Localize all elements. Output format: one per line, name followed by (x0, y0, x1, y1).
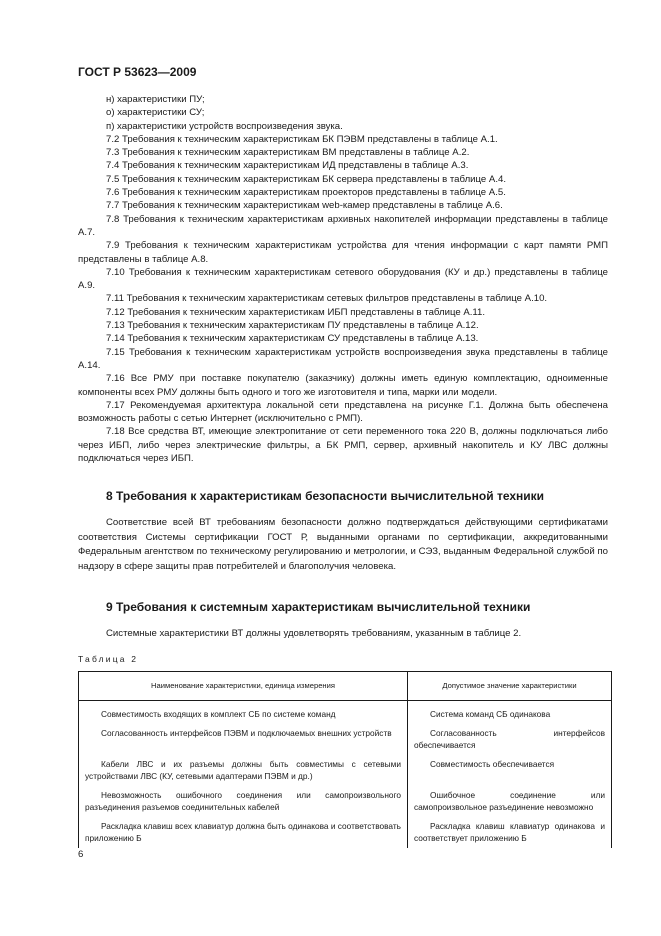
table-row (79, 701, 612, 725)
requirement-paragraph: 7.17 Рекомендуемая архитектура локальной сети представлена на рисунке Г.1. Должна быть обеспечена возможность работы с сетью Интернет (исключительно с РМП). (78, 399, 608, 425)
table-cell: Система команд СБ одинакова (430, 709, 551, 719)
table-cell: Кабели ЛВС и их разъемы должны быть совместимы с сетевыми устройствами ЛВС (КУ, сетевыми адаптерами ПЭВМ и др.) (85, 759, 401, 781)
requirement-paragraph: 7.8 Требования к техническим характеристикам архивных накопителей информации представлены в таблице А.7. (78, 213, 608, 238)
requirement-paragraph: 7.6 Требования к техническим характеристикам проекторов представлены в таблице А.5. (106, 187, 506, 199)
list-item: н) характеристики ПУ; (106, 94, 205, 105)
requirement-paragraph: 7.18 Все средства ВТ, имеющие электропитание от сети переменного тока 220 В, должны подключаться либо через ИБП, либо через электрические фильтры, а БК РМП, сервер, архивный накопитель и КУ ЛВС должны подключаться через ИБП. (78, 426, 608, 465)
requirement-paragraph: 7.10 Требования к техническим характеристикам сетевого оборудования (КУ и др.) представлены в таблице А.9. (78, 266, 608, 292)
table-row (79, 755, 612, 786)
standard-header: ГОСТ Р 53623—2009 (78, 65, 197, 79)
section-8-text: Соответствие всей ВТ требованиям безопасности должно подтверждаться действующими сертификатами соответствия Системы сертификации ГОСТ Р, выданными органами по сертификации, аккредитованными Федеральным агентством по техническому регулированию и метрологии, и СЭЗ, выданным Федеральной службой по надзору в сфере защиты прав потребителей и благополучия человека. (78, 517, 608, 572)
table-header-row (79, 672, 612, 701)
requirement-paragraph: 7.7 Требования к техническим характеристикам web-камер представлены в таблице А.6. (106, 200, 503, 212)
requirement-paragraph: 7.5 Требования к техническим характеристикам БК сервера представлены в таблице А.4. (106, 173, 506, 185)
requirement-paragraph: 7.3 Требования к техническим характеристикам ВМ представлены в таблице А.2. (106, 147, 470, 159)
table-row (79, 724, 612, 755)
list-item: о) характеристики СУ; (106, 107, 205, 119)
column-header-name: Наименование характеристики, единица измерения (79, 672, 408, 701)
table-cell: Раскладка клавиш всех клавиатур должна быть одинакова и соответствовать приложению Б (85, 821, 401, 843)
table-caption: Таблица 2 (78, 654, 139, 664)
requirement-paragraph: 7.16 Все РМУ при поставке покупателю (заказчику) должны иметь единую комплектацию, одноименные компоненты всех РМУ должны быть одного и того же изготовителя и типа, марки или модели. (78, 373, 608, 398)
section-8-heading: 8 Требования к характеристикам безопасности вычислительной техники (106, 489, 545, 503)
table-cell: Совместимость обеспечивается (430, 759, 555, 769)
column-header-value: Допустимое значение характеристики (408, 672, 612, 701)
requirement-paragraph: 7.4 Требования к техническим характеристикам ИД представлены в таблице А.3. (106, 160, 469, 172)
table-cell: Согласованность интерфейсов ПЭВМ и подключаемых внешних устройств (101, 728, 392, 738)
requirement-paragraph: 7.13 Требования к техническим характеристикам ПУ представлены в таблице А.12. (106, 320, 479, 332)
table-cell: Ошибочное соединение или самопроизвольное разъединение невозможно (414, 790, 605, 812)
requirement-paragraph: 7.15 Требования к техническим характеристикам устройств воспроизведения звука представлены в таблице А.14. (78, 346, 608, 371)
table-cell: Совместимость входящих в комплект СБ по системе команд (101, 709, 336, 719)
requirement-paragraph: 7.11 Требования к техническим характеристикам сетевых фильтров представлены в таблице А.10. (106, 293, 548, 305)
section-9-heading: 9 Требования к системным характеристикам вычислительной техники (106, 600, 531, 614)
requirement-paragraph: 7.12 Требования к техническим характеристикам ИБП представлены в таблице А.11. (106, 306, 486, 318)
table-row (79, 786, 612, 817)
characteristics-table (78, 671, 612, 848)
requirement-paragraph: 7.14 Требования к техническим характеристикам СУ представлены в таблице А.13. (106, 333, 479, 345)
requirements-text (78, 93, 608, 465)
table-cell: Раскладка клавиш клавиатур одинакова и соответствует приложению Б (414, 821, 605, 843)
table-cell: Согласованность интерфейсов обеспечивается (414, 728, 605, 750)
requirement-paragraph: 7.9 Требования к техническим характеристикам устройства для чтения информации с карт памяти РМП представлены в таблице А.8. (78, 240, 608, 265)
section-9-text: Системные характеристики ВТ должны удовлетворять требованиям, указанным в таблице 2. (106, 628, 522, 639)
requirement-paragraph: 7.2 Требования к техническим характеристикам БК ПЭВМ представлены в таблице А.1. (106, 133, 498, 145)
list-item: п) характеристики устройств воспроизведения звука. (106, 120, 343, 132)
page-number: 6 (78, 849, 84, 860)
table-cell: Невозможность ошибочного соединения или самопроизвольного разъединения разъемов соединительных кабелей (85, 790, 401, 812)
table-row (79, 817, 612, 848)
